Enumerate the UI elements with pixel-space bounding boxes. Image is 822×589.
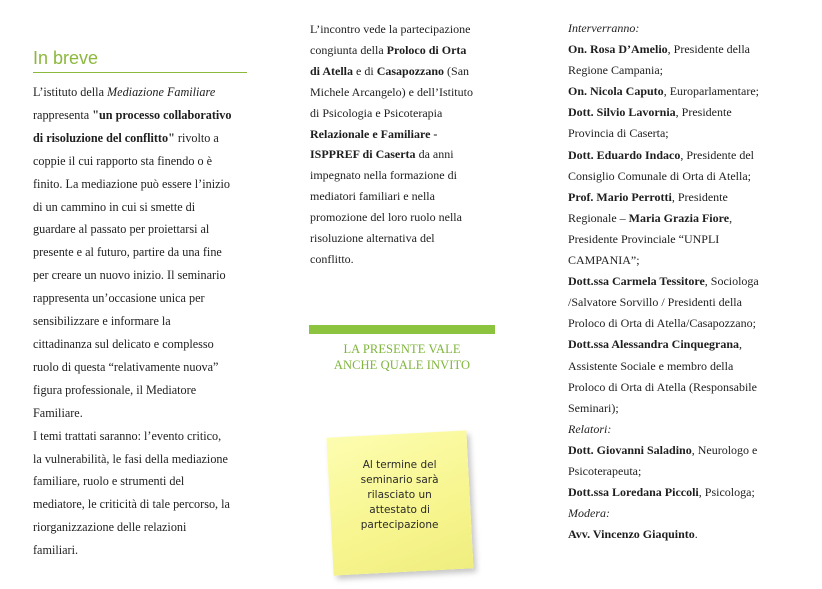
role-label: Modera: xyxy=(568,506,610,521)
participation-paragraph xyxy=(310,19,500,270)
participants-column xyxy=(310,19,500,270)
text-run: di un cammino in cui si smette di xyxy=(33,199,196,214)
speaker-role: Seminari); xyxy=(568,400,619,415)
text-line xyxy=(310,40,500,61)
speaker-role: Proloco di Orta di Atella/Casapozzano; xyxy=(568,316,756,331)
text-line xyxy=(568,123,818,144)
text-line xyxy=(568,503,818,524)
speaker-role: , xyxy=(739,337,743,352)
text-run: figura professionale, il Mediatore xyxy=(33,382,197,397)
speaker-role: Presidente Provinciale “UNPLI xyxy=(568,231,720,246)
text-run: finito. La mediazione può essere l’inizio xyxy=(33,176,230,191)
text-line xyxy=(33,173,249,196)
invite-line: LA PRESENTE VALE xyxy=(343,342,461,356)
invite-line: ANCHE QUALE INVITO xyxy=(333,358,471,372)
text-line xyxy=(33,539,249,562)
text-run: ruolo di questa “relativamente nuova” xyxy=(33,359,219,374)
text-line xyxy=(33,516,249,539)
text-line xyxy=(33,287,249,310)
text-line xyxy=(33,241,249,264)
speaker-role: Psicoterapeuta; xyxy=(568,463,642,478)
speaker-name: Dott.ssa Alessandra Cinquegrana xyxy=(568,337,740,352)
text-run: per creare un nuovo inizio. Il seminario xyxy=(33,268,226,283)
text-line xyxy=(568,39,818,60)
text-line xyxy=(568,524,818,545)
text-line xyxy=(310,103,500,124)
speaker-role: Provincia di Caserta; xyxy=(568,126,669,141)
emphasis-text: Mediazione Familiare xyxy=(107,85,216,99)
speaker-name: Dott. Silvio Lavornia xyxy=(568,105,676,120)
sticky-line: partecipazione xyxy=(360,519,439,532)
text-run: coppie il cui rapporto sta finendo o è xyxy=(33,153,213,168)
speaker-name: Avv. Vincenzo Giaquinto xyxy=(568,527,695,542)
speaker-role: Regionale – xyxy=(568,210,629,225)
bold-text: di risoluzione del conflitto" xyxy=(33,130,175,145)
text-line xyxy=(568,250,818,271)
text-line xyxy=(310,228,500,249)
text-run: sensibilizzare e informare la xyxy=(33,314,171,329)
sticky-note-text xyxy=(338,458,462,533)
text-line xyxy=(33,493,249,516)
text-line xyxy=(33,81,249,104)
text-run: cittadinanza sul delicato e complesso xyxy=(33,336,214,351)
text-run: impegnato nella formazione di xyxy=(310,168,457,183)
speaker-name: On. Nicola Caputo xyxy=(568,84,664,99)
text-line xyxy=(568,208,818,229)
text-run: e di xyxy=(353,63,377,78)
speaker-role: Assistente Sociale e membro della xyxy=(568,358,734,373)
speaker-role: , Sociologa xyxy=(704,274,759,289)
in-breve-column xyxy=(33,46,249,566)
speaker-role: , Psicologa; xyxy=(698,485,755,500)
text-line xyxy=(568,334,818,355)
text-line xyxy=(33,150,249,173)
text-run: rappresenta xyxy=(33,107,93,122)
text-line xyxy=(310,82,500,103)
invite-note xyxy=(309,341,495,373)
text-run: rappresenta un’occasione unica per xyxy=(33,291,205,306)
text-run: (San xyxy=(444,63,470,78)
text-line xyxy=(33,127,249,150)
text-line xyxy=(310,61,500,82)
text-line xyxy=(568,102,818,123)
sticky-line: attestato di xyxy=(369,504,430,517)
speaker-role: Consiglio Comunale di Orta di Atella; xyxy=(568,168,751,183)
text-run: da anni xyxy=(415,147,454,162)
text-line xyxy=(310,249,500,270)
text-line xyxy=(568,419,818,440)
text-run: conflitto. xyxy=(310,251,354,266)
text-line xyxy=(568,187,818,208)
text-run: Familiare. xyxy=(33,405,83,420)
role-label: Interverranno: xyxy=(568,21,640,35)
text-run: L’istituto della xyxy=(33,85,108,99)
bold-text: Relazionale e Familiare - xyxy=(310,126,438,141)
speaker-role: , Neurologo e xyxy=(691,442,758,457)
speaker-role: . xyxy=(694,527,698,542)
section-heading: In breve xyxy=(33,48,99,68)
speaker-name: Dott.ssa Carmela Tessitore xyxy=(568,274,705,289)
intro-paragraph xyxy=(33,81,249,562)
text-run: mediatori familiari e nella xyxy=(310,189,435,204)
text-line xyxy=(310,124,500,145)
speaker-role: , Presidente del xyxy=(680,147,755,162)
text-run: di Psicologia e Psicoterapia xyxy=(310,105,443,120)
sticky-line: rilasciato un xyxy=(367,489,432,502)
text-run: familiari. xyxy=(33,543,79,558)
speaker-name: On. Rosa D’Amelio xyxy=(568,42,668,57)
text-line xyxy=(310,186,500,207)
text-line xyxy=(33,379,249,402)
speaker-role: , Presidente della xyxy=(667,42,750,57)
speaker-role: , Presidente xyxy=(675,105,732,120)
speaker-name: Prof. Mario Perrotti xyxy=(568,189,672,204)
speaker-role: , xyxy=(729,210,733,225)
speaker-role: Regione Campania; xyxy=(568,63,663,78)
bold-text: Casapozzano xyxy=(376,63,445,78)
text-line xyxy=(33,470,249,493)
text-line xyxy=(568,313,818,334)
text-line xyxy=(568,377,818,398)
bold-text: Proloco di Orta xyxy=(386,42,467,57)
text-line xyxy=(33,310,249,333)
speakers-list xyxy=(568,18,818,545)
text-line xyxy=(33,104,249,127)
speaker-role: , Presidente xyxy=(671,189,728,204)
text-line xyxy=(310,165,500,186)
sticky-note xyxy=(326,430,473,575)
text-run: guardare al passato per proiettarsi al xyxy=(33,222,210,237)
text-run: la vulnerabilità, le fasi della mediazione xyxy=(33,451,228,466)
text-line xyxy=(568,482,818,503)
invite-divider xyxy=(309,325,495,334)
text-line xyxy=(33,196,249,219)
speaker-role: /Salvatore Sorvillo / Presidenti della xyxy=(568,295,742,310)
text-line xyxy=(33,402,249,425)
text-run: familiare, ruolo e strumenti del xyxy=(33,474,185,489)
text-run: rivolto a xyxy=(174,130,219,145)
text-run: riorganizzazione delle relazioni xyxy=(33,520,187,535)
text-line xyxy=(33,448,249,471)
text-line xyxy=(310,207,500,228)
speaker-name: Dott. Giovanni Saladino xyxy=(568,442,692,457)
bold-text: ISPPREF di Caserta xyxy=(310,147,416,162)
text-line xyxy=(568,461,818,482)
speaker-name: Maria Grazia Fiore xyxy=(628,210,730,225)
text-line xyxy=(33,218,249,241)
speaker-role: Proloco di Orta di Atella (Responsabile xyxy=(568,379,757,394)
bold-text: di Atella xyxy=(310,63,354,78)
speaker-name: Dott.ssa Loredana Piccoli xyxy=(568,485,699,500)
text-run: risoluzione alternativa del xyxy=(310,231,435,246)
speaker-role: , Europarlamentare; xyxy=(663,84,759,99)
text-line xyxy=(568,18,818,39)
text-run: L’incontro vede la partecipazione xyxy=(310,22,471,36)
bold-text: "un processo collaborativo xyxy=(92,107,232,122)
speaker-role: CAMPANIA”; xyxy=(568,253,640,268)
speaker-name: Dott. Eduardo Indaco xyxy=(568,147,681,162)
text-line xyxy=(310,144,500,165)
text-run: Michele Arcangelo) e dell’Istituto xyxy=(310,84,473,99)
sticky-line: seminario sarà xyxy=(360,474,439,487)
text-line xyxy=(568,60,818,81)
text-line xyxy=(33,425,249,448)
text-run: promozione del loro ruolo nella xyxy=(310,210,462,225)
text-run: congiunta della xyxy=(310,42,387,57)
text-line xyxy=(310,19,500,40)
text-line xyxy=(568,398,818,419)
text-line xyxy=(568,271,818,292)
text-line xyxy=(568,356,818,377)
text-line xyxy=(568,166,818,187)
text-line xyxy=(568,292,818,313)
text-run: presente e al futuro, partire da una fine xyxy=(33,245,222,260)
text-line xyxy=(568,440,818,461)
text-line xyxy=(568,145,818,166)
speakers-column xyxy=(568,18,818,545)
heading-divider xyxy=(33,72,247,73)
role-label: Relatori: xyxy=(568,421,612,436)
text-line xyxy=(33,356,249,379)
text-line xyxy=(33,264,249,287)
text-line xyxy=(33,333,249,356)
text-line xyxy=(568,229,818,250)
sticky-line: Al termine del xyxy=(362,459,437,472)
text-line xyxy=(568,81,818,102)
text-run: mediatore, le criticità di tale percorso, la xyxy=(33,497,230,512)
text-run: I temi trattati saranno: l’evento critico, xyxy=(33,428,222,443)
